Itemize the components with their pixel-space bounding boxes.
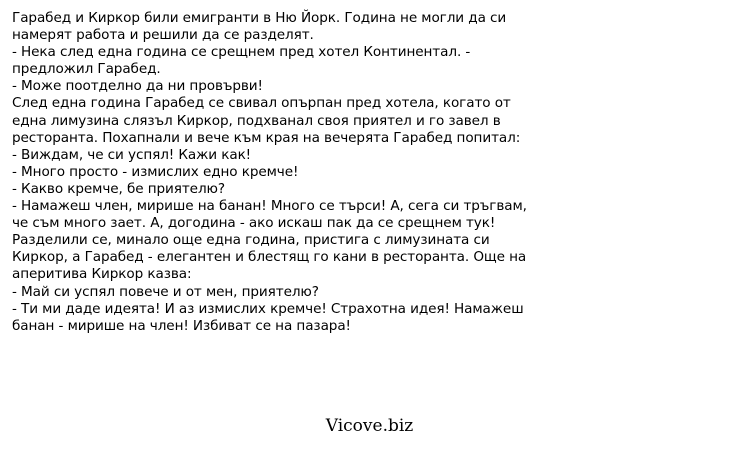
joke-line: - Нека след една година се срещнем пред хотел Континентал. - — [12, 44, 471, 61]
joke-line: предложил Гарабед. — [12, 61, 161, 78]
joke-line: Киркор, а Гарабед - елегантен и блестящ го кани в ресторанта. Още на — [12, 249, 527, 266]
joke-line: ресторанта. Похапнали и вече към края на вечерята Гарабед попитал: — [12, 129, 521, 146]
joke-text-block — [12, 10, 732, 335]
joke-line: Разделили се, минало още една година, пристига с лимузината си — [12, 232, 490, 249]
joke-line: една лимузина слязъл Киркор, подхванал своя приятел и го завел в — [12, 112, 501, 129]
site-watermark: Vicove.biz — [325, 416, 414, 436]
joke-line: - Май си успял повече и от мен, приятелю? — [12, 283, 319, 300]
joke-line: - Може поотделно да ни провърви! — [12, 78, 263, 95]
joke-line: Гарабед и Киркор били емигранти в Ню Йорк. Година не могли да си — [12, 10, 507, 26]
joke-line: намерят работа и решили да се разделят. — [12, 27, 314, 44]
joke-line: - Какво кремче, бе приятелю? — [12, 180, 225, 197]
joke-line: След една година Гарабед се свивал опърпан пред хотела, когато от — [12, 95, 511, 112]
joke-line: - Ти ми даде идеята! И аз измислих кремче! Страхотна идея! Намажеш — [12, 300, 524, 317]
joke-line: - Намажеш член, мирише на банан! Много се търси! А, сега си тръгвам, — [12, 198, 527, 215]
joke-line: че съм много зает. А, догодина - ако искаш пак да се срещнем тук! — [12, 215, 496, 232]
joke-line: - Виждам, че си успял! Кажи как! — [12, 146, 252, 163]
joke-line: - Много просто - измислих едно кремче! — [12, 163, 299, 180]
joke-line: аперитива Киркор казва: — [12, 266, 192, 283]
joke-line: банан - мирише на член! Избиват се на пазара! — [12, 317, 351, 334]
